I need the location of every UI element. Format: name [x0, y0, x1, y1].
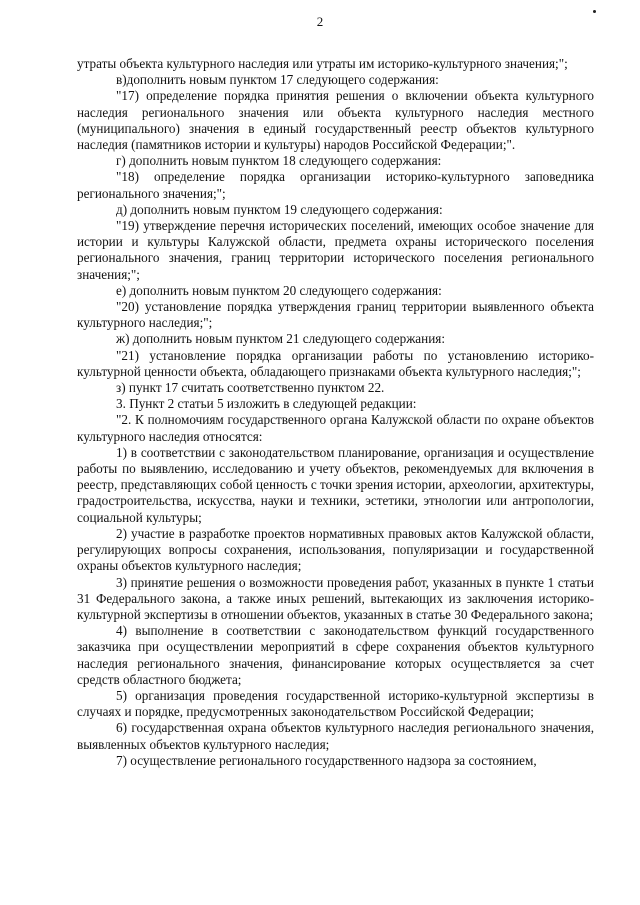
paragraph: 5) организация проведения государственной историко-культурной экспертизы в случаях и порядке, предусмотренных законодательством Российской Федерации; [77, 687, 594, 720]
paragraph: в)дополнить новым пунктом 17 следующего содержания: [116, 72, 439, 88]
paragraph: утраты объекта культурного наследия или утраты им историко-культурного значения;"; [77, 56, 568, 71]
paragraph: "21) установление порядка организации работы по установлению историко-культурной ценности объекта, обладающего признаками объекта культурного наследия;"; [77, 347, 594, 379]
paragraph: 1) в соответствии с законодательством планирование, организация и осуществление работы по выявлению, исследованию и учету объектов, рекомендуемых для включения в реестр, представляющих собой ценность с точки зрения истории, археологии, архитектуры, градостроительства, искусства, науки и техники, эстетики, этнологии или антропологии, социальной культуры; [77, 444, 594, 525]
paragraph: з) пункт 17 считать соответственно пунктом 22. [116, 380, 385, 396]
paragraph: ж) дополнить новым пунктом 21 следующего содержания: [116, 331, 446, 347]
paragraph: "19) утверждение перечня исторических поселений, имеющих особое значение для истории и культуры Калужской области, предмета охраны исторического поселения регионального значения, границ территории исторического поселения регионального значения;"; [77, 218, 594, 282]
paragraph: 4) выполнение в соответствии с законодательством функций государственного заказчика при осуществлении мероприятий в сфере сохранения объектов культурного наследия регионального значения, финансирование которых осуществляется за счет средств областного бюджета; [77, 623, 594, 687]
paragraph: 6) государственная охрана объектов культурного наследия регионального значения, выявленных объектов культурного наследия; [77, 720, 594, 752]
document-body [77, 56, 594, 769]
paragraph: "2. К полномочиям государственного органа Калужской области по охране объектов культурного наследия относятся: [77, 412, 594, 444]
paragraph: 2) участие в разработке проектов нормативных правовых актов Калужской области, регулирующих вопросы сохранения, использования, популяризации и государственной охраны объектов культурного наследия; [77, 525, 594, 574]
paragraph: "20) установление порядка утверждения границ территории выявленного объекта культурного наследия;"; [77, 299, 594, 331]
page-number: 2 [316, 14, 324, 29]
paragraph: г) дополнить новым пунктом 18 следующего содержания: [116, 153, 442, 169]
paragraph: е) дополнить новым пунктом 20 следующего содержания: [116, 282, 442, 298]
paragraph: 3. Пункт 2 статьи 5 изложить в следующей редакции: [116, 396, 417, 412]
paragraph: 3) принятие решения о возможности проведения работ, указанных в пункте 1 статьи 31 Федерального закона, а также иных решений, вытекающих из заключения историко-культурной экспертизы в отношении объектов, указанных в статье 30 Федерального закона; [77, 574, 594, 622]
paragraph: "18) определение порядка организации историко-культурного заповедника регионального значения;"; [77, 169, 594, 201]
paragraph: "17) определение порядка принятия решения о включении объекта культурного наследия регионального значения или объекта культурного наследия местного (муниципального) значения в единый государственный реестр объектов культурного наследия (памятников истории и культуры) народов Российской Федерации;". [77, 88, 594, 153]
scan-speck [593, 10, 596, 13]
paragraph: 7) осуществление регионального государственного надзора за состоянием, [116, 752, 537, 768]
paragraph: д) дополнить новым пунктом 19 следующего содержания: [116, 201, 443, 217]
